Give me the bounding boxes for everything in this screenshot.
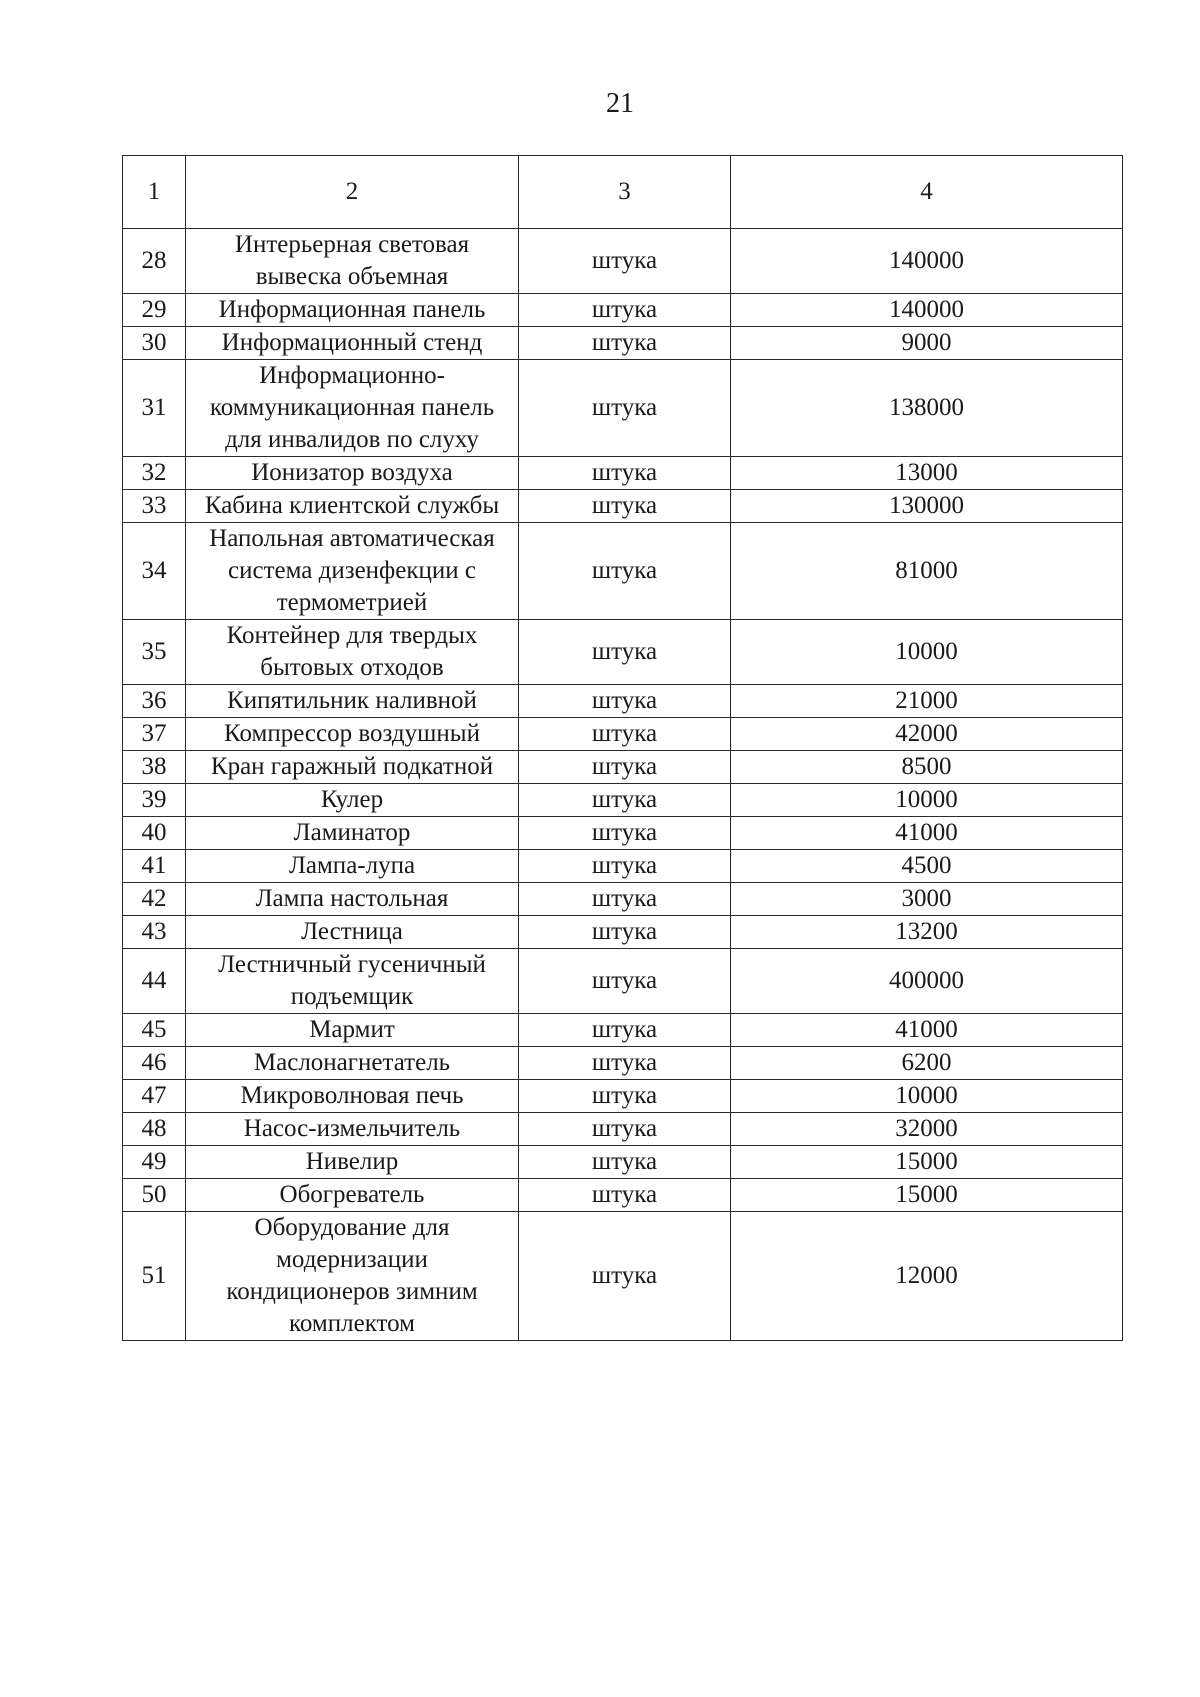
price-cell: 15000 [731,1146,1123,1179]
item-name-cell: Ламинатор [186,817,519,850]
row-number-cell: 49 [123,1146,186,1179]
item-name-cell: Маслонагнетатель [186,1047,519,1080]
price-cell: 140000 [731,294,1123,327]
row-number-cell: 36 [123,685,186,718]
unit-cell: штука [519,229,731,294]
item-name-cell: Лестничный гусеничный подъемщик [186,949,519,1014]
price-cell: 400000 [731,949,1123,1014]
item-name-cell: Напольная автоматическая система дизенфекции с термометрией [186,523,519,620]
row-number-cell: 32 [123,457,186,490]
item-name-cell: Лампа настольная [186,883,519,916]
row-number-cell: 40 [123,817,186,850]
price-cell: 15000 [731,1179,1123,1212]
item-name-cell: Насос-измельчитель [186,1113,519,1146]
unit-cell: штука [519,817,731,850]
table-row [123,360,1123,457]
row-number-cell: 30 [123,327,186,360]
item-name-cell: Кипятильник наливной [186,685,519,718]
price-cell: 42000 [731,718,1123,751]
equipment-price-table [122,155,1123,1341]
row-number-cell: 35 [123,620,186,685]
page-number: 21 [606,88,634,119]
price-cell: 13200 [731,916,1123,949]
unit-cell: штука [519,1212,731,1341]
table-row [123,490,1123,523]
table-row [123,883,1123,916]
unit-cell: штука [519,751,731,784]
price-cell: 41000 [731,817,1123,850]
item-name-cell: Оборудование для модернизации кондиционеров зимним комплектом [186,1212,519,1341]
row-number-cell: 44 [123,949,186,1014]
item-name-cell: Кран гаражный подкатной [186,751,519,784]
row-number-cell: 47 [123,1080,186,1113]
table-row [123,1146,1123,1179]
price-cell: 6200 [731,1047,1123,1080]
unit-cell: штука [519,784,731,817]
unit-cell: штука [519,883,731,916]
row-number-cell: 33 [123,490,186,523]
item-name-cell: Нивелир [186,1146,519,1179]
price-cell: 138000 [731,360,1123,457]
price-cell: 12000 [731,1212,1123,1341]
item-name-cell: Мармит [186,1014,519,1047]
unit-cell: штука [519,1146,731,1179]
unit-cell: штука [519,949,731,1014]
row-number-cell: 31 [123,360,186,457]
row-number-cell: 29 [123,294,186,327]
row-number-cell: 41 [123,850,186,883]
table-row [123,229,1123,294]
item-name-cell: Компрессор воздушный [186,718,519,751]
item-name-cell: Лампа-лупа [186,850,519,883]
table-row [123,1047,1123,1080]
row-number-cell: 51 [123,1212,186,1341]
unit-cell: штука [519,457,731,490]
row-number-cell: 39 [123,784,186,817]
price-cell: 3000 [731,883,1123,916]
unit-cell: штука [519,685,731,718]
unit-cell: штука [519,327,731,360]
table-row [123,784,1123,817]
row-number-cell: 46 [123,1047,186,1080]
item-name-cell: Контейнер для твердых бытовых отходов [186,620,519,685]
unit-cell: штука [519,1047,731,1080]
unit-cell: штука [519,1113,731,1146]
price-cell: 9000 [731,327,1123,360]
price-cell: 130000 [731,490,1123,523]
price-cell: 13000 [731,457,1123,490]
table-row [123,1113,1123,1146]
row-number-cell: 38 [123,751,186,784]
price-cell: 21000 [731,685,1123,718]
table-row [123,1080,1123,1113]
item-name-cell: Информационная панель [186,294,519,327]
table-row [123,523,1123,620]
row-number-cell: 42 [123,883,186,916]
row-number-cell: 28 [123,229,186,294]
unit-cell: штука [519,850,731,883]
item-name-cell: Интерьерная световая вывеска объемная [186,229,519,294]
price-cell: 10000 [731,620,1123,685]
price-cell: 81000 [731,523,1123,620]
item-name-cell: Ионизатор воздуха [186,457,519,490]
price-cell: 8500 [731,751,1123,784]
price-cell: 32000 [731,1113,1123,1146]
table-row [123,327,1123,360]
table-row [123,1179,1123,1212]
price-cell: 10000 [731,1080,1123,1113]
table-row [123,1014,1123,1047]
table-row [123,718,1123,751]
unit-cell: штука [519,523,731,620]
table-row [123,620,1123,685]
header-cell-3: 3 [519,156,731,229]
row-number-cell: 37 [123,718,186,751]
table-row [123,685,1123,718]
row-number-cell: 50 [123,1179,186,1212]
row-number-cell: 45 [123,1014,186,1047]
price-cell: 140000 [731,229,1123,294]
header-cell-4: 4 [731,156,1123,229]
item-name-cell: Обогреватель [186,1179,519,1212]
table-header-row [123,156,1123,229]
table-row [123,294,1123,327]
table-row [123,916,1123,949]
price-cell: 10000 [731,784,1123,817]
header-cell-2: 2 [186,156,519,229]
unit-cell: штука [519,620,731,685]
table-row [123,949,1123,1014]
price-cell: 4500 [731,850,1123,883]
row-number-cell: 48 [123,1113,186,1146]
unit-cell: штука [519,718,731,751]
unit-cell: штука [519,294,731,327]
unit-cell: штука [519,360,731,457]
item-name-cell: Кабина клиентской службы [186,490,519,523]
unit-cell: штука [519,1080,731,1113]
table-row [123,751,1123,784]
unit-cell: штука [519,490,731,523]
table-row [123,817,1123,850]
unit-cell: штука [519,916,731,949]
table-row [123,850,1123,883]
item-name-cell: Кулер [186,784,519,817]
table-row [123,457,1123,490]
table-row [123,1212,1123,1341]
table-body [123,156,1123,1341]
item-name-cell: Лестница [186,916,519,949]
price-cell: 41000 [731,1014,1123,1047]
item-name-cell: Микроволновая печь [186,1080,519,1113]
item-name-cell: Информационный стенд [186,327,519,360]
unit-cell: штука [519,1179,731,1212]
row-number-cell: 43 [123,916,186,949]
item-name-cell: Информационно-коммуникационная панель для инвалидов по слуху [186,360,519,457]
header-cell-1: 1 [123,156,186,229]
unit-cell: штука [519,1014,731,1047]
row-number-cell: 34 [123,523,186,620]
